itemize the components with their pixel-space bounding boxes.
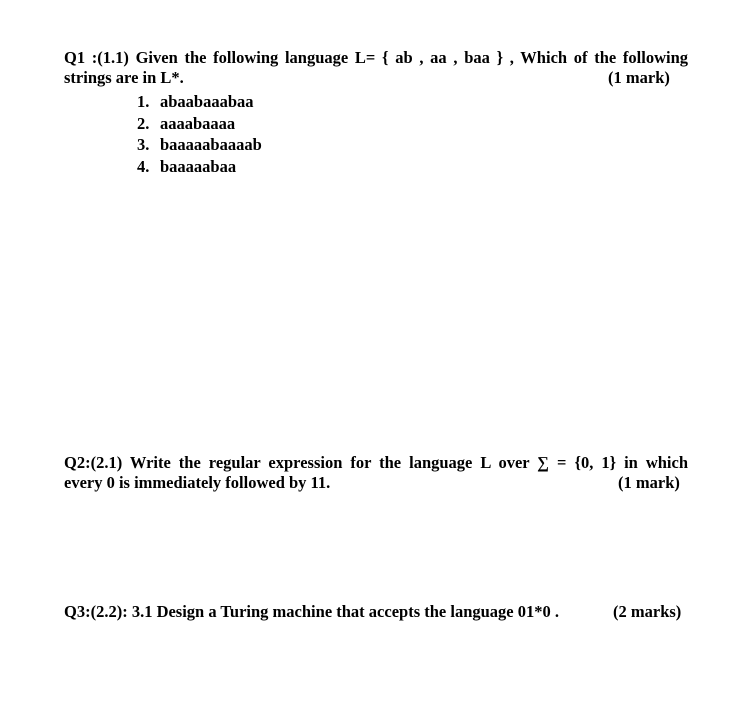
question-1-line-2: strings are in L*.	[64, 68, 184, 87]
option-3-number: 3.	[137, 135, 150, 154]
question-1	[64, 48, 688, 88]
question-1-line-2-row	[64, 68, 688, 88]
question-3-row	[64, 602, 682, 622]
question-1-line-1: Q1 :(1.1) Given the following language L= { ab , aa , baa } , Which of the following	[64, 48, 688, 67]
option-4-text: baaaaabaa	[160, 156, 237, 176]
question-1-options	[137, 91, 262, 177]
option-1-number: 1.	[137, 92, 150, 111]
question-2-line-2-row	[64, 473, 688, 493]
question-2	[64, 453, 688, 493]
question-2-line-1: Q2:(2.1) Write the regular expression for the language L over ∑ = {0, 1} in which	[64, 453, 688, 472]
option-2-text: aaaabaaaa	[160, 113, 236, 133]
option-2-number: 2.	[137, 113, 150, 133]
option-1-text: abaabaaabaa	[160, 92, 254, 111]
option-4	[137, 156, 262, 178]
question-3	[64, 602, 682, 622]
option-4-number: 4.	[137, 156, 150, 176]
option-1	[137, 91, 262, 113]
question-3-text: Q3:(2.2): 3.1 Design a Turing machine that accepts the language 01*0 .	[64, 602, 559, 621]
question-2-line-2: every 0 is immediately followed by 11.	[64, 473, 331, 492]
option-3	[137, 134, 262, 156]
question-2-marks: (1 mark)	[618, 473, 680, 492]
question-3-marks: (2 marks)	[613, 602, 682, 621]
option-2	[137, 113, 262, 135]
question-1-marks: (1 mark)	[608, 68, 670, 87]
option-3-text: baaaaabaaaab	[160, 135, 262, 154]
